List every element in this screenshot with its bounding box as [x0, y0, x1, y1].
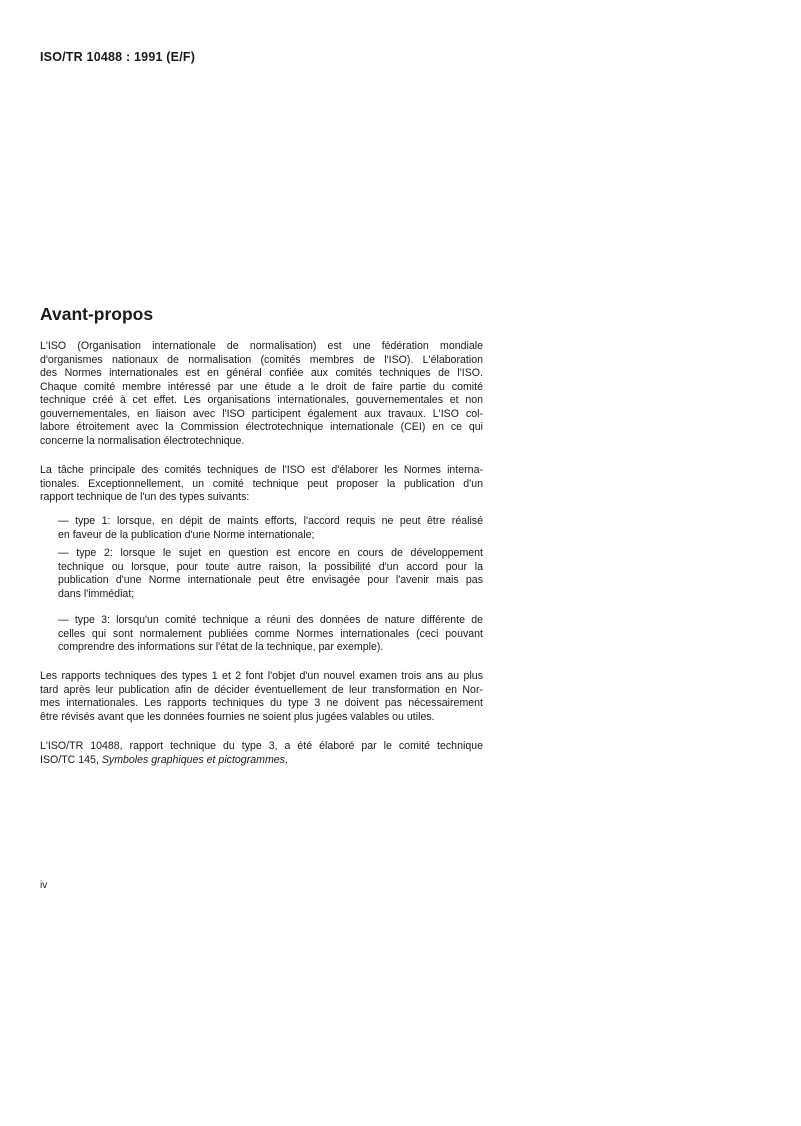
section-title: Avant-propos: [40, 304, 154, 324]
text-line: dans l'immédiat;: [58, 587, 135, 600]
text-line: d'organismes nationaux de normalisation (comités membres de l'ISO). L'élaboration: [40, 353, 483, 366]
text-line: tionales. Exceptionnellement, un comité technique peut proposer la publication d'un: [40, 477, 483, 490]
text-line: Les rapports techniques des types 1 et 2 font l'objet d'un nouvel examen trois ans au plus: [40, 670, 483, 682]
text-line: labore étroitement avec la Commission électrotechnique internationale (CEI) en ce qui: [40, 421, 483, 433]
text-line: des Normes internationales est en général confiée aux comités techniques de l'ISO.: [40, 367, 483, 379]
text-line: technique créé à cet effet. Les organisations internationales, gouvernementales et non: [40, 394, 483, 406]
text-line: technique ou lorsque, pour toute autre raison, la possibilité d'un accord pour la: [58, 560, 483, 573]
page-number: iv: [40, 880, 48, 891]
text-line: concerne la normalisation électrotechnique.: [40, 434, 245, 447]
text-line: publication d'une Norme internationale peut être envisagée pour l'avenir mais pas: [58, 574, 483, 586]
text-line: gouvernementales, en liaison avec l'ISO participent également aux travaux. L'ISO col-: [40, 407, 483, 420]
text-line: comprendre des informations sur l'état de la technique, par exemple).: [58, 641, 384, 653]
committee-title: Symboles graphiques et pictogrammes: [101, 753, 285, 766]
text-line: [40, 754, 483, 767]
text-line: rapport technique de l'un des types suivants:: [40, 491, 250, 503]
text-line: L'ISO (Organisation internationale de normalisation) est une fédération mondiale: [40, 340, 483, 352]
text-line: celles qui sont normalement publiées comme Normes internationales (ceci pouvant: [58, 627, 483, 640]
text-line: L'ISO/TR 10488, rapport technique du type 3, a été élaboré par le comité technique: [40, 740, 483, 752]
text-line: mes internationales. Les rapports techniques du type 3 ne doivent pas nécessairement: [40, 697, 483, 709]
punctuation: .: [284, 753, 288, 766]
text-line: tard après leur publication afin de décider éventuellement de leur transformation en Nor-: [40, 683, 483, 696]
document-header: ISO/TR 10488 : 1991 (E/F): [40, 50, 196, 64]
text-line: — type 3: lorsqu'un comité technique a réuni des données de nature différente de: [58, 614, 483, 626]
text-line: en faveur de la publication d'une Norme internationale;: [58, 528, 315, 541]
text-line: être révisés avant que les données fournies ne soient plus jugées valables ou utiles.: [40, 710, 435, 723]
committee-ref: ISO/TC 145,: [40, 753, 102, 766]
text-line: — type 2: lorsque le sujet en question est encore en cours de développement: [58, 547, 483, 559]
text-line: — type 1: lorsque, en dépit de maints efforts, l'accord requis ne peut être réalisé: [58, 515, 483, 527]
text-line: Chaque comité membre intéressé par une étude a le droit de faire partie du comité: [40, 380, 483, 393]
text-line: La tâche principale des comités techniques de l'ISO est d'élaborer les Normes interna-: [40, 464, 483, 476]
